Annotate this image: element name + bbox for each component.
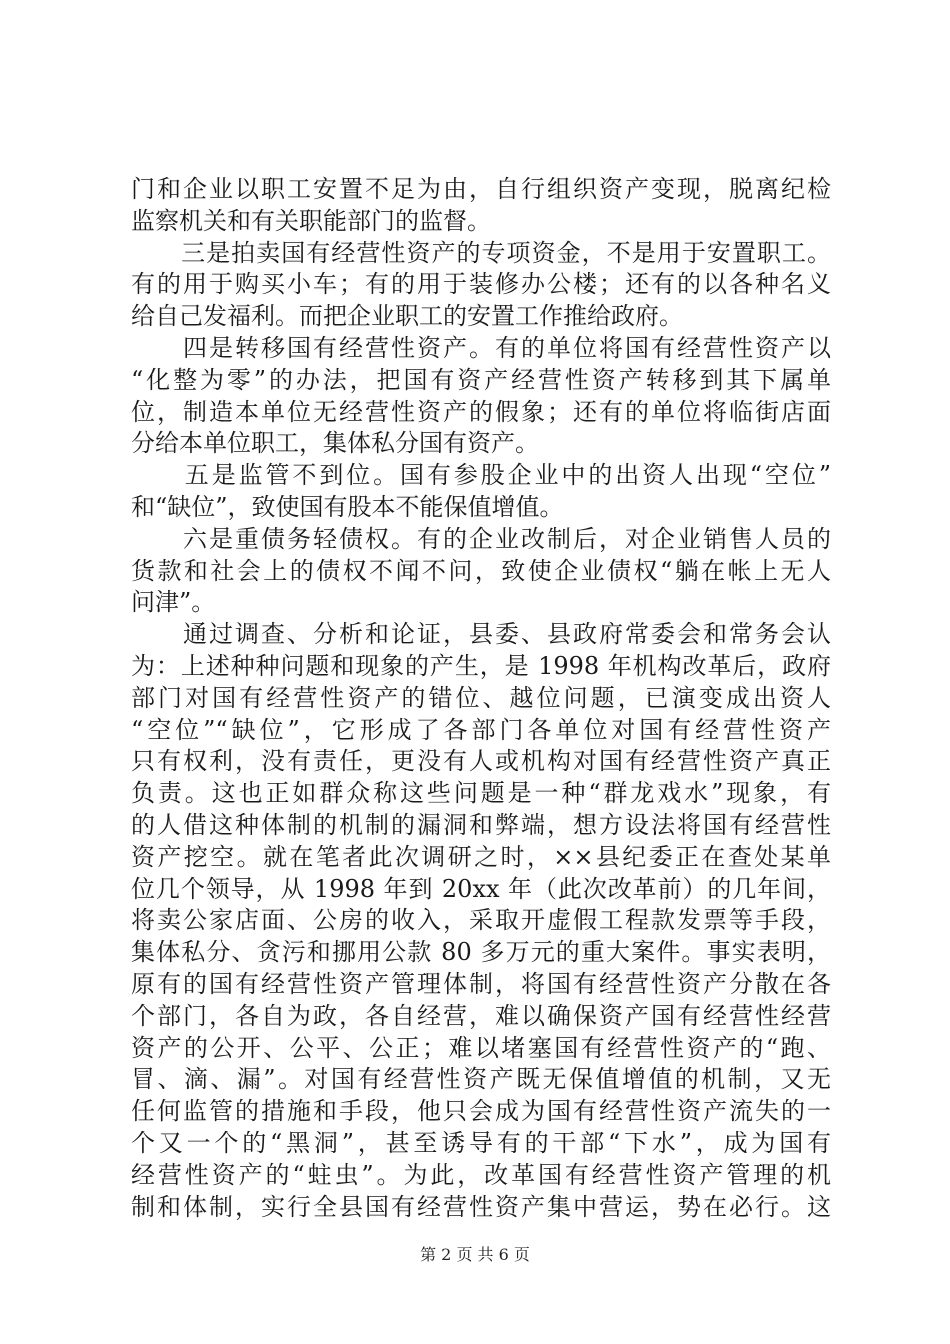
text-line: 货款和社会上的债权不闻不问，致使企业债权“躺在帐上无人 xyxy=(131,556,831,585)
text-line: 部门对国有经营性资产的错位、越位问题，已演变成出资人 xyxy=(131,683,831,712)
text-line: 位几个领导，从 1998 年到 20xx 年（此次改革前）的几年间， xyxy=(131,874,831,903)
page-footer: 第 2 页 共 6 页 xyxy=(420,1245,530,1264)
text-line: 有的用于购买小车；有的用于装修办公楼；还有的以各种名义 xyxy=(131,270,831,299)
text-line: 门和企业以职工安置不足为由，自行组织资产变现，脱离纪检 xyxy=(131,175,831,203)
text-line: 负责。这也正如群众称这些问题是一种“群龙戏水”现象，有 xyxy=(131,779,831,808)
text-line: 问津”。 xyxy=(131,588,216,617)
text-line: 和“缺位”，致使国有股本不能保值增值。 xyxy=(131,492,564,521)
text-line: 四是转移国有经营性资产。有的单位将国有经营性资产以 xyxy=(131,333,831,362)
text-line: 的人借这种体制的机制的漏洞和弊端，想方设法将国有经营性 xyxy=(131,810,831,839)
text-line: “化整为零”的办法，把国有资产经营性资产转移到其下属单 xyxy=(131,365,831,394)
text-line: “空位”“缺位”，它形成了各部门各单位对国有经营性资产 xyxy=(131,715,831,744)
text-line: 制和体制，实行全县国有经营性资产集中营运，势在必行。这 xyxy=(131,1192,831,1221)
text-line: 为：上述种种问题和现象的产生，是 1998 年机构改革后，政府 xyxy=(131,651,831,680)
text-line: 集体私分、贪污和挪用公款 80 多万元的重大案件。事实表明， xyxy=(131,938,831,967)
text-line: 任何监管的措施和手段，他只会成为国有经营性资产流失的一 xyxy=(131,1097,831,1126)
text-line: 冒、滴、漏”。对国有经营性资产既无保值增值的机制，又无 xyxy=(131,1065,831,1094)
text-line: 三是拍卖国有经营性资产的专项资金，不是用于安置职工。 xyxy=(131,238,831,267)
text-line: 位，制造本单位无经营性资产的假象；还有的单位将临街店面 xyxy=(131,397,831,426)
text-line: 五是监管不到位。国有参股企业中的出资人出现“空位” xyxy=(131,461,831,490)
text-line: 个又一个的“黑洞”，甚至诱导有的干部“下水”，成为国有 xyxy=(131,1128,831,1157)
text-line: 经营性资产的“蛀虫”。为此，改革国有经营性资产管理的机 xyxy=(131,1160,831,1189)
text-line: 监察机关和有关职能部门的监督。 xyxy=(131,206,491,235)
text-line: 个部门，各自为政，各自经营，难以确保资产国有经营性经营 xyxy=(131,1001,831,1030)
text-line: 只有权利，没有责任，更没有人或机构对国有经营性资产真正 xyxy=(131,747,831,776)
text-line: 六是重债务轻债权。有的企业改制后，对企业销售人员的 xyxy=(131,524,831,553)
text-line: 资产挖空。就在笔者此次调研之时，××县纪委正在查处某单 xyxy=(131,842,831,871)
text-line: 将卖公家店面、公房的收入，采取开虚假工程款发票等手段， xyxy=(131,906,831,935)
text-line: 给自己发福利。而把企业职工的安置工作推给政府。 xyxy=(131,302,683,331)
text-line: 资产的公开、公平、公正；难以堵塞国有经营性资产的“跑、 xyxy=(131,1033,831,1062)
text-line: 原有的国有经营性资产管理体制，将国有经营性资产分散在各 xyxy=(131,969,831,998)
text-line: 分给本单位职工，集体私分国有资产。 xyxy=(131,429,539,458)
text-line: 通过调查、分析和论证，县委、县政府常委会和常务会认 xyxy=(131,620,831,649)
body-text xyxy=(131,174,831,1223)
